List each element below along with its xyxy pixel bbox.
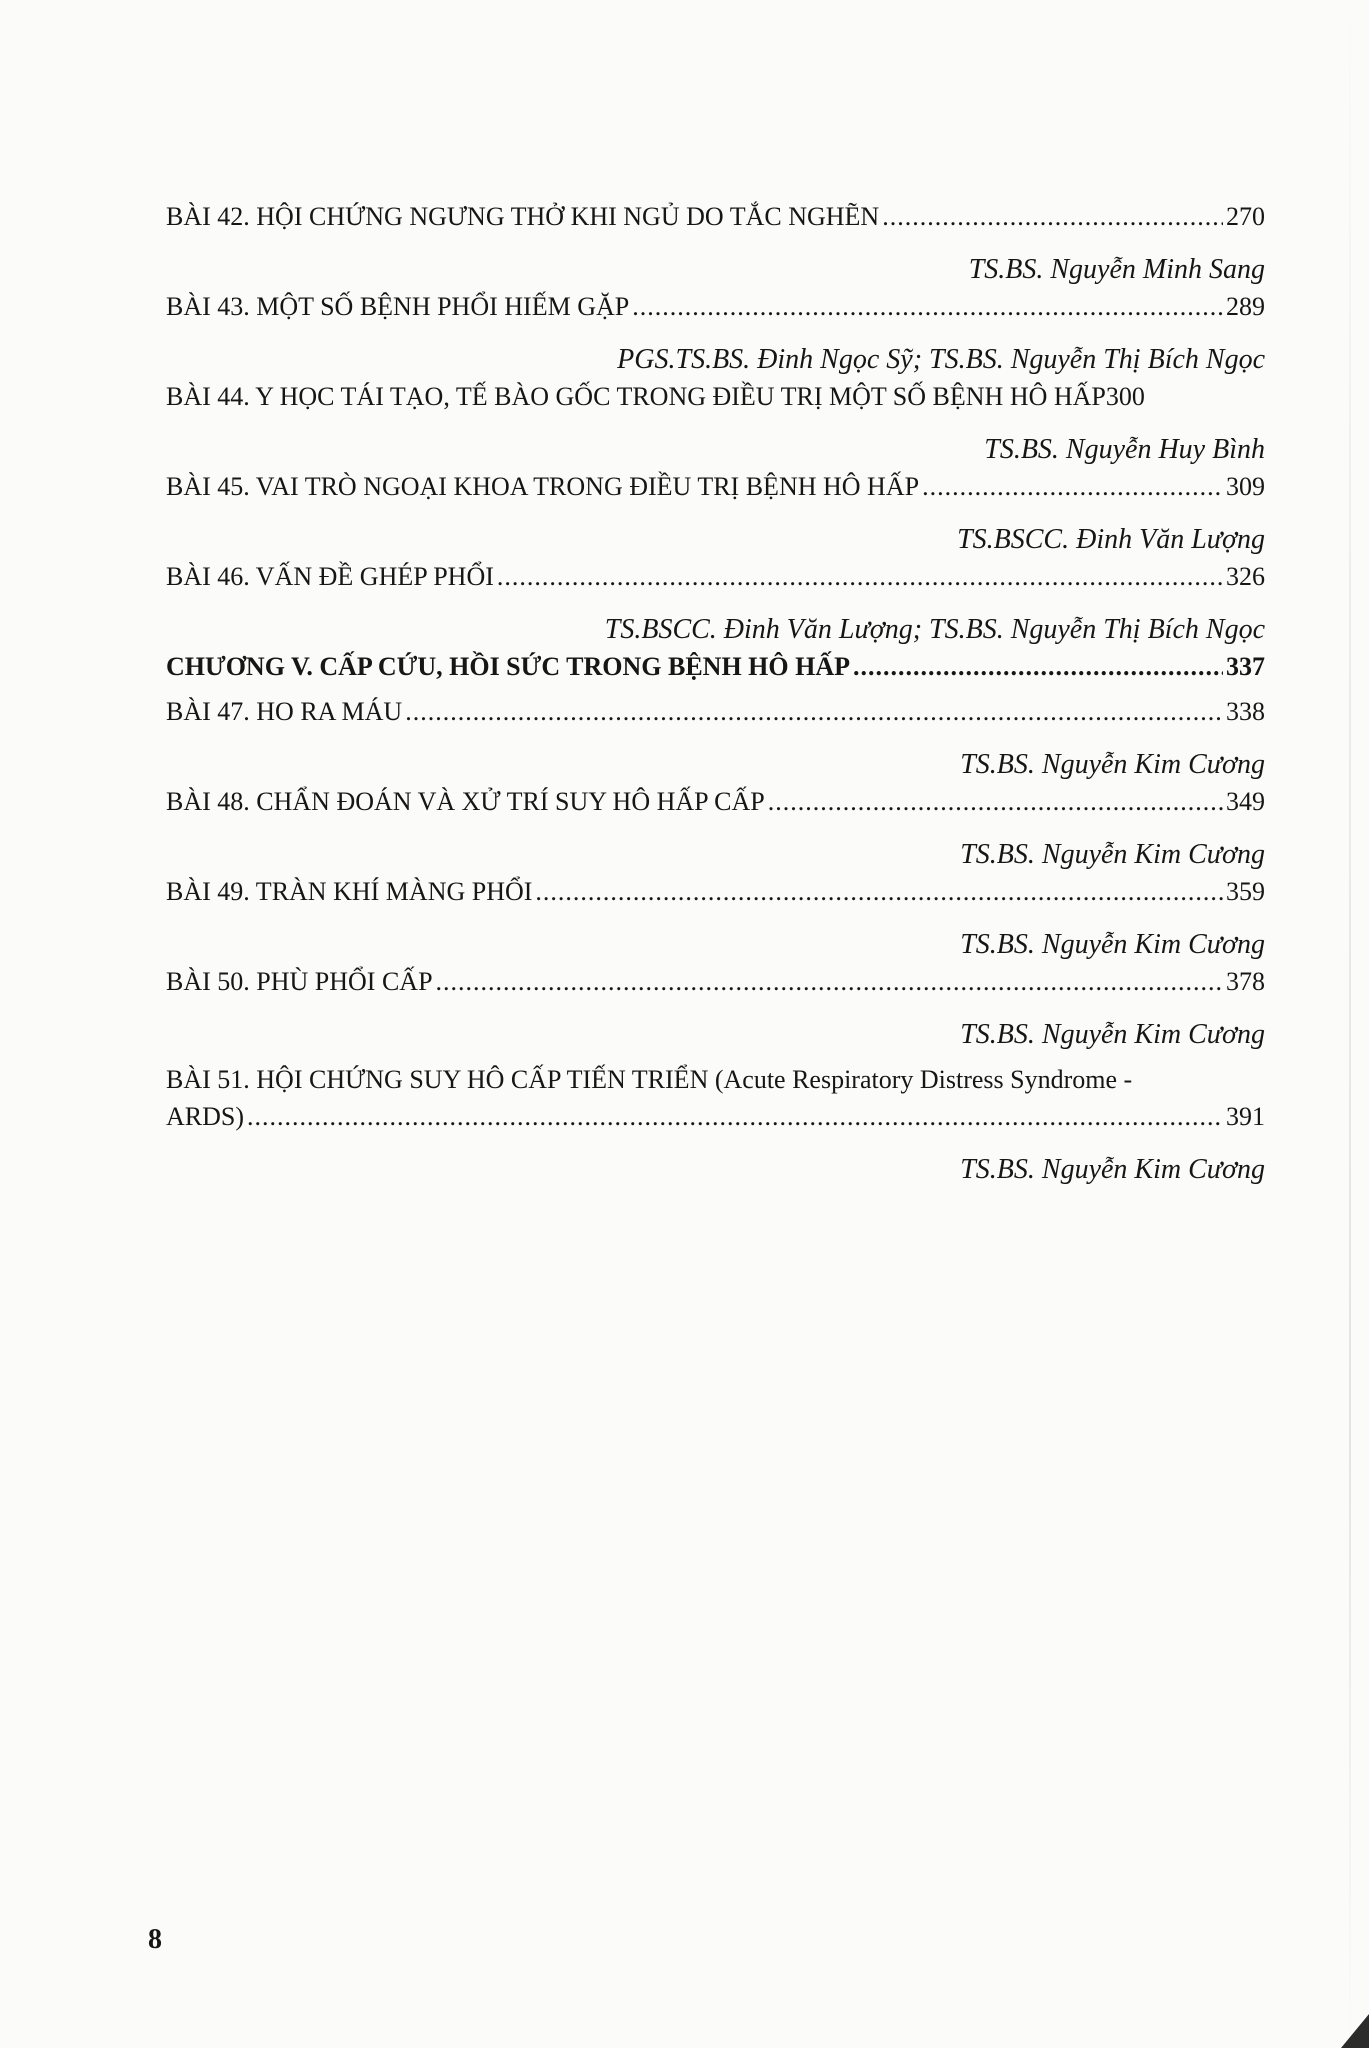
toc-entry-46 bbox=[166, 562, 1265, 607]
toc-author: TS.BS. Nguyễn Kim Cương bbox=[960, 839, 1265, 870]
toc-title: BÀI 46. VẤN ĐỀ GHÉP PHỔI bbox=[166, 562, 494, 591]
toc-title: BÀI 49. TRÀN KHÍ MÀNG PHỔI bbox=[166, 877, 533, 906]
dot-leader bbox=[882, 202, 1223, 232]
toc-entry-45 bbox=[166, 472, 1265, 517]
toc-title: BÀI 48. CHẨN ĐOÁN VÀ XỬ TRÍ SUY HÔ HẤP CẤP bbox=[166, 787, 765, 816]
corner-mark bbox=[1341, 2014, 1369, 2048]
toc-page: 391 bbox=[1226, 1102, 1265, 1131]
toc-page: 378 bbox=[1226, 967, 1265, 996]
toc-page: 309 bbox=[1226, 472, 1265, 501]
toc-author: TS.BS. Nguyễn Kim Cương bbox=[960, 929, 1265, 960]
dot-leader bbox=[853, 652, 1223, 682]
dot-leader bbox=[632, 292, 1223, 322]
toc-entry-44 bbox=[166, 382, 1265, 427]
toc-title: BÀI 43. MỘT SỐ BỆNH PHỔI HIẾM GẶP bbox=[166, 292, 630, 321]
toc-entry-49 bbox=[166, 877, 1265, 922]
toc-entry-51-line2 bbox=[166, 1102, 1265, 1147]
toc-page: 300 bbox=[1105, 382, 1145, 411]
toc-author: TS.BS. Nguyễn Kim Cương bbox=[960, 749, 1265, 780]
toc-page: 270 bbox=[1226, 202, 1265, 231]
dot-leader bbox=[497, 562, 1223, 592]
page-number: 8 bbox=[148, 1924, 162, 1955]
dot-leader bbox=[405, 697, 1223, 727]
toc-page: 326 bbox=[1226, 562, 1265, 591]
dot-leader bbox=[768, 787, 1223, 817]
toc-entry-47 bbox=[166, 697, 1265, 742]
toc-entry-48 bbox=[166, 787, 1265, 832]
dot-leader bbox=[436, 967, 1223, 997]
toc-title: BÀI 50. PHÙ PHỔI CẤP bbox=[166, 967, 433, 996]
dot-leader bbox=[535, 877, 1223, 907]
toc-author: TS.BSCC. Đinh Văn Lượng bbox=[957, 524, 1265, 555]
toc-entry-50 bbox=[166, 967, 1265, 1012]
toc-author: TS.BS. Nguyễn Kim Cương bbox=[960, 1154, 1265, 1185]
toc-author: TS.BS. Nguyễn Huy Bình bbox=[984, 434, 1265, 465]
toc-chapter-v bbox=[166, 652, 1265, 697]
toc-title: CHƯƠNG V. CẤP CỨU, HỒI SỨC TRONG BỆNH HÔ HẤP bbox=[166, 652, 850, 681]
page-edge-shadow bbox=[1349, 0, 1351, 2048]
toc-page: 349 bbox=[1226, 787, 1265, 816]
toc-entry-51-line1: BÀI 51. HỘI CHỨNG SUY HÔ CẤP TIẾN TRIỂN (Acute Respiratory Distress Syndrome - bbox=[166, 1065, 1133, 1094]
toc-author: TS.BS. Nguyễn Kim Cương bbox=[960, 1019, 1265, 1050]
toc-page: 337 bbox=[1226, 652, 1265, 681]
toc-entry-43 bbox=[166, 292, 1265, 337]
toc-title: ARDS) bbox=[166, 1102, 245, 1131]
toc-page: 338 bbox=[1226, 697, 1265, 726]
toc-page: 289 bbox=[1226, 292, 1265, 321]
toc-entry-42 bbox=[166, 202, 1265, 247]
dot-leader bbox=[922, 472, 1223, 502]
dot-leader bbox=[247, 1102, 1223, 1132]
toc-title: BÀI 44. Y HỌC TÁI TẠO, TẾ BÀO GỐC TRONG ĐIỀU TRỊ MỘT SỐ BỆNH HÔ HẤP bbox=[166, 382, 1106, 411]
toc-title: BÀI 42. HỘI CHỨNG NGƯNG THỞ KHI NGỦ DO TẮC NGHẼN bbox=[166, 202, 880, 231]
toc-title: BÀI 47. HO RA MÁU bbox=[166, 697, 403, 726]
toc-author: TS.BSCC. Đinh Văn Lượng; TS.BS. Nguyễn Thị Bích Ngọc bbox=[604, 614, 1265, 645]
toc-author: PGS.TS.BS. Đinh Ngọc Sỹ; TS.BS. Nguyễn Thị Bích Ngọc bbox=[617, 344, 1265, 375]
toc-author: TS.BS. Nguyễn Minh Sang bbox=[968, 254, 1265, 285]
table-of-contents bbox=[166, 202, 1265, 1192]
toc-page: 359 bbox=[1226, 877, 1265, 906]
toc-title: BÀI 45. VAI TRÒ NGOẠI KHOA TRONG ĐIỀU TRỊ BỆNH HÔ HẤP bbox=[166, 472, 920, 501]
